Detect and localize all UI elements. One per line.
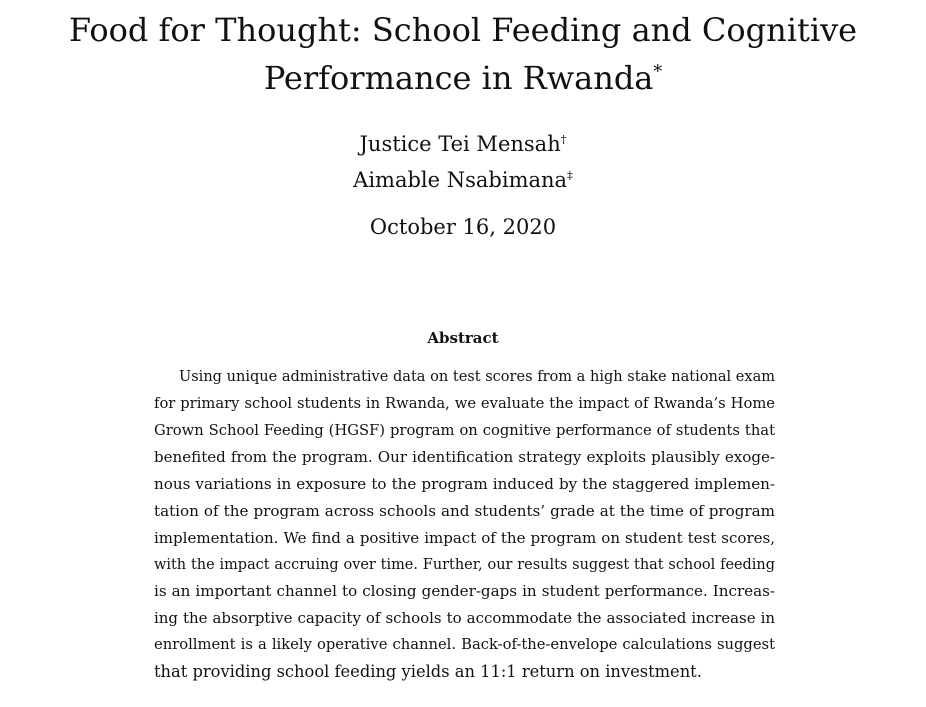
paper-title-text-1: Food for Thought: School Feeding and Cognitive (68, 11, 858, 49)
abstract-line-5: nous variations in exposure to the program induced by the staggered implemen- (154, 475, 775, 494)
abstract-line-9: is an important channel to closing gender-gaps in student performance. Increas- (154, 582, 775, 601)
abstract-line-1: Using unique administrative data on test scores from a high stake national exam (179, 369, 775, 385)
author-2-footnote-mark[interactable]: ‡ (567, 168, 573, 182)
paper-title-line-2 (60, 54, 866, 102)
title-footnote-mark[interactable]: * (653, 62, 663, 83)
paper-date: October 16, 2020 (369, 215, 557, 239)
author-1-footnote-mark[interactable]: † (560, 132, 567, 146)
author-2 (0, 166, 926, 194)
author-1 (0, 130, 926, 158)
abstract-line-7: implementation. We find a positive impact of the program on student test scores, (154, 528, 775, 547)
abstract-line-4: benefited from the program. Our identification strategy exploits plausibly exoge- (154, 448, 775, 467)
paper-title-line-1 (60, 6, 866, 54)
abstract-line-12: that providing school feeding yields an 11:1 return on investment. (154, 661, 702, 681)
abstract-body (154, 364, 775, 686)
abstract-line-2: for primary school students in Rwanda, we evaluate the impact of Rwanda’s Home (154, 394, 775, 412)
author-1-name: Justice Tei Mensah (359, 132, 561, 156)
abstract-line-8: with the impact accruing over time. Further, our results suggest that school feeding (154, 556, 775, 573)
abstract-line-11: enrollment is a likely operative channel. Back-of-the-envelope calculations suggest (154, 635, 775, 653)
abstract-line-6: tation of the program across schools and students’ grade at the time of program (154, 501, 775, 520)
abstract-line-3: Grown School Feeding (HGSF) program on cognitive performance of students that (154, 421, 775, 439)
abstract-heading: Abstract (427, 329, 499, 347)
author-2-name: Aimable Nsabimana (353, 168, 568, 192)
abstract-line-10: ing the absorptive capacity of schools to accommodate the associated increase in (154, 609, 775, 628)
paper-title-text-2: Performance in Rwanda (263, 59, 654, 97)
